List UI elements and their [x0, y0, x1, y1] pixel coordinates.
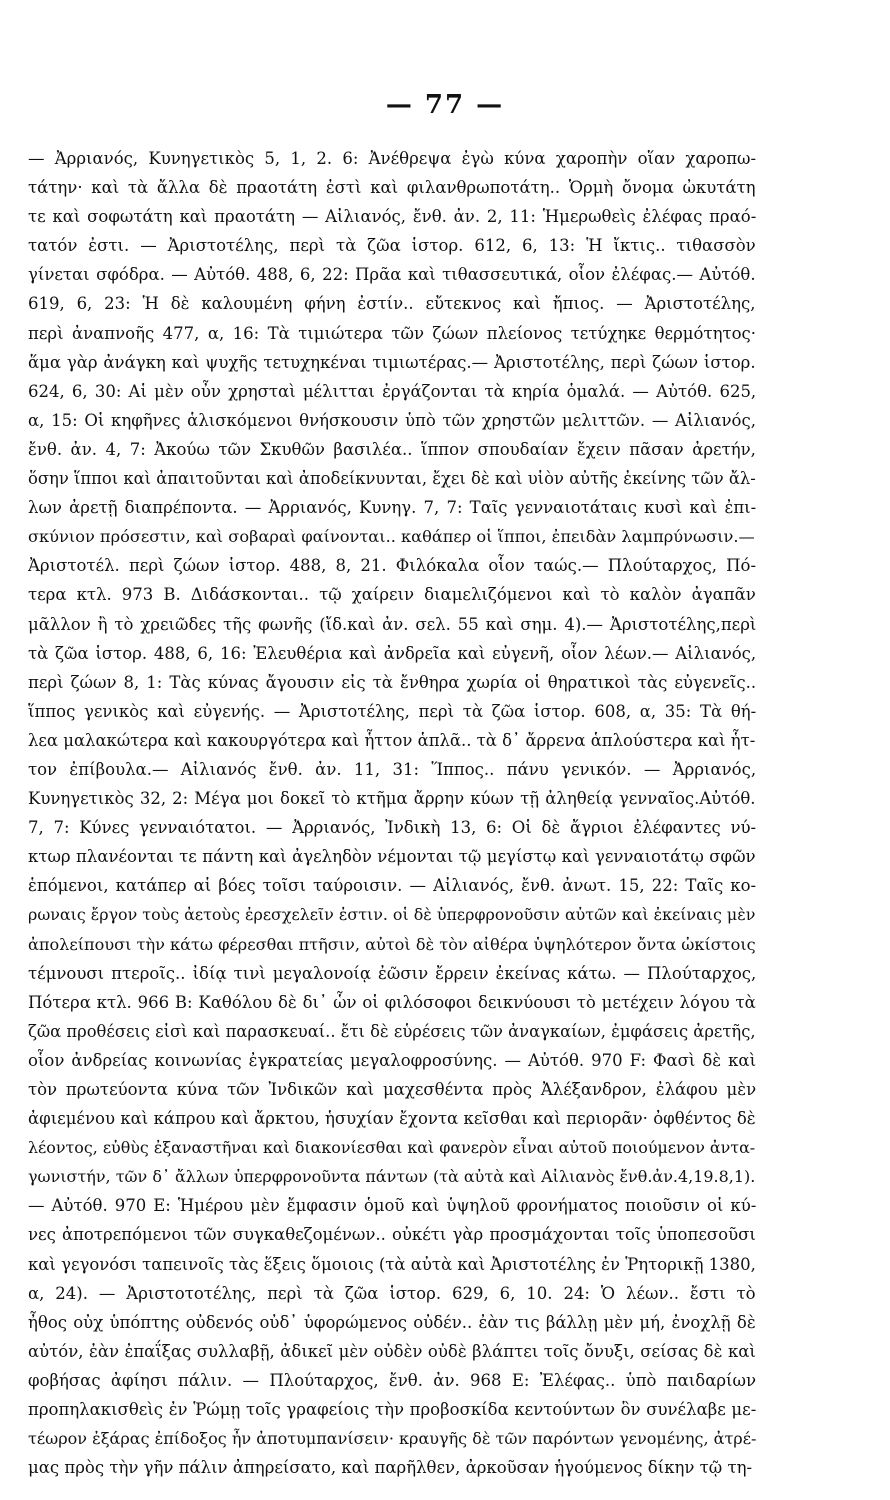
page-number: — 77 — [385, 90, 505, 120]
text-line: 624, 6, 30: Αἱ μὲν οὖν χρησταὶ μέλιτται ἐργάζονται τὰ κηρία ὁμαλά. — Αὐτόθ. 625, [28, 381, 756, 401]
text-line: 619, 6, 23: Ἡ δὲ καλουμένη φήνη ἐστίν.. εὔτεκνος καὶ ἤπιος. — Ἀριστοτέλης, [28, 294, 756, 314]
text-line: περὶ ἀναπνοῆς 477, α, 16: Τὰ τιμιώτερα τῶν ζώων πλείονος τετύχηκε θερμότητος· [28, 323, 756, 343]
text-line: τον ἐπίβουλα.— Αἰλιανός ἔνθ. ἀν. 11, 31: Ἵππος.. πάνυ γενικόν. — Ἀρριανός, [28, 759, 756, 779]
text-line: τάτην· καὶ τὰ ἄλλα δὲ πραοτάτη ἐστὶ καὶ φιλανθρωποτάτη.. Ὁρμὴ ὄνομα ὠκυτάτη [28, 178, 756, 198]
text-line: οἷον ἀνδρείας κοινωνίας ἐγκρατείας μεγαλοφροσύνης. — Αὐτόθ. 970 F: Φασὶ δὲ καὶ [28, 1050, 756, 1070]
text-line: — Ἀρριανός, Κυνηγετικὸς 5, 1, 2. 6: Ἀνέθρεψα ἐγὼ κύνα χαροπὴν οἵαν χαροπω- [28, 149, 756, 168]
text-line: κτωρ πλανέονται τε πάντη καὶ ἀγεληδὸν νέμονται τῷ μεγίστῳ καὶ γενναιοτάτῳ σφῶν [28, 847, 756, 867]
text-line: Πότερα κτλ. 966 Β: Καθόλου δὲ δι᾽ ὧν οἱ φιλόσοφοι δεικνύουσι τὸ μετέχειν λόγου τὰ [28, 992, 756, 1012]
text-line: μᾶλλον ἢ τὸ χρειῶδες τῆς φωνῆς (ἴδ.καὶ ἀν. σελ. 55 καὶ σημ. 4).— Ἀριστοτέλης,περὶ [28, 614, 756, 634]
text-line: ὅσην ἵπποι καὶ ἀπαιτοῦνται καὶ ἀποδείκνυνται, ἔχει δὲ καὶ υἱὸν αὐτῆς ἐκείνης τῶν ἄλ- [28, 469, 756, 489]
text-line: τατόν ἐστι. — Ἀριστοτέλης, περὶ τὰ ζῶα ἱστορ. 612, 6, 13: Ἡ ἴκτις.. τιθασσὸν [28, 236, 756, 256]
text-line: περὶ ζώων 8, 1: Τὰς κύνας ἄγουσιν εἰς τὰ ἔνθηρα χωρία οἱ θηρατικοὶ τὰς εὐγενεῖς.. [28, 672, 756, 692]
text-line: γίνεται σφόδρα. — Αὐτόθ. 488, 6, 22: Πρᾶα καὶ τιθασσευτικά, οἷον ἐλέφας.— Αὐτόθ. [28, 265, 756, 285]
text-line: λων ἀρετῇ διαπρέποντα. — Ἀρριανός, Κυνηγ. 7, 7: Ταῖς γενναιοτάταις κυσὶ καὶ ἐπι- [28, 498, 756, 518]
text-line: γωνιστήν, τῶν δ᾽ ἄλλων ὑπερφρονοῦντα πάντων (τὰ αὐτὰ καὶ Αἰλιανὸς ἔνθ.ἀν.4,19.8,1). [28, 1167, 756, 1187]
body-text [28, 144, 756, 1482]
text-line: αὐτόν, ἐὰν ἐπαΐξας συλλαβῇ, ἀδικεῖ μὲν οὐδὲν οὐδὲ βλάπτει τοῖς ὄνυξι, σείσας δὲ καὶ [28, 1341, 756, 1361]
text-line: φοβήσας ἀφίησι πάλιν. — Πλούταρχος, ἔνθ. ἀν. 968 Ε: Ἐλέφας.. ὑπὸ παιδαρίων [28, 1370, 756, 1390]
text-line: — Αὐτόθ. 970 Ε: Ἡμέρου μὲν ἔμφασιν ὁμοῦ καὶ ὑψηλοῦ φρονήματος ποιοῦσιν οἱ κύ- [28, 1196, 756, 1216]
text-line: τερα κτλ. 973 Β. Διδάσκονται.. τῷ χαίρειν διαμελιζόμενοι καὶ τὸ καλὸν ἀγαπᾶν [28, 585, 756, 605]
text-line: τέμνουσι πτεροῖς.. ἰδίᾳ τινὶ μεγαλονοίᾳ ἐῶσιν ἔρρειν ἐκείνας κάτω. — Πλούταρχος, [28, 963, 756, 983]
text-line: λέοντος, εὐθὺς ἐξαναστῆναι καὶ διακονίεσθαι καὶ φανερὸν εἶναι αὐτοῦ ποιούμενον ἀντα- [28, 1138, 756, 1158]
text-line: ρωναις ἔργον τοὺς ἀετοὺς ἐρεσχελεῖν ἐστιν. οἱ δὲ ὑπερφρονοῦσιν αὐτῶν καὶ ἐκείναις μὲν [28, 905, 756, 925]
text-line: τέωρον ἐξάρας ἐπίδοξος ἦν ἀποτυμπανίσειν· κραυγῆς δὲ τῶν παρόντων γενομένης, ἀτρέ- [28, 1429, 756, 1449]
text-line: α, 15: Οἱ κηφῆνες ἁλισκόμενοι θνήσκουσιν ὑπὸ τῶν χρηστῶν μελιττῶν. — Αἰλιανός, [28, 410, 756, 430]
text-line: ἵππος γενικὸς καὶ εὐγενής. — Ἀριστοτέλης, περὶ τὰ ζῶα ἱστορ. 608, α, 35: Τὰ θή- [28, 701, 756, 721]
text-line: σκύνιον πρόσεστιν, καὶ σοβαραὶ φαίνονται.. καθάπερ οἱ ἵπποι, ἐπειδὰν λαμπρύνωσιν.— [28, 527, 755, 547]
text-line: ἀφιεμένου καὶ κάπρου καὶ ἄρκτου, ἡσυχίαν ἔχοντα κεῖσθαι καὶ περιορᾶν· ὀφθέντος δὲ [28, 1109, 756, 1129]
text-line: ἦθος οὐχ ὑπόπτης οὐδενός οὐδ᾽ ὑφορώμενος οὐδέν.. ἐὰν τις βάλλῃ μὲν μή, ἐνοχλῇ δὲ [28, 1312, 756, 1332]
text-line: λεα μαλακώτερα καὶ κακουργότερα καὶ ἧττον ἁπλᾶ.. τὰ δ᾽ ἄρρενα ἁπλούστερα καὶ ἧτ- [28, 730, 756, 750]
text-line: Κυνηγετικὸς 32, 2: Μέγα μοι δοκεῖ τὸ κτῆμα ἄρρην κύων τῇ ἀληθείᾳ γενναῖος.Αὐτόθ. [28, 789, 756, 809]
text-line: 7, 7: Κύνες γενναιότατοι. — Ἀρριανός, Ἰνδικὴ 13, 6: Οἱ δὲ ἄγριοι ἐλέφαντες νύ- [28, 818, 756, 838]
text-line: νες ἀποτρεπόμενοι τῶν συγκαθεζομένων.. οὐκέτι γὰρ προσμάχονται τοῖς ὑποπεσοῦσι [28, 1225, 756, 1245]
text-line: α, 24). — Ἀριστοτοτέλης, περὶ τὰ ζῶα ἱστορ. 629, 6, 10. 24: Ὁ λέων.. ἔστι τὸ [28, 1283, 756, 1303]
text-line: τε καὶ σοφωτάτη καὶ πραοτάτη — Αἰλιανός, ἔνθ. ἀν. 2, 11: Ἡμερωθεὶς ἐλέφας πραό- [28, 207, 756, 227]
text-line: ἔνθ. ἀν. 4, 7: Ἀκούω τῶν Σκυθῶν βασιλέα.. ἵππον σπουδαίαν ἔχειν πᾶσαν ἀρετήν, [28, 439, 756, 459]
text-line: Ἀριστοτέλ. περὶ ζώων ἱστορ. 488, 8, 21. Φιλόκαλα οἷον ταώς.— Πλούταρχος, Πό- [28, 556, 756, 576]
text-line: μας πρὸς τὴν γῆν πάλιν ἀπηρείσατο, καὶ παρῆλθεν, ἀρκοῦσαν ἡγούμενος δίκην τῷ τη- [28, 1458, 753, 1478]
text-line: ἑπόμενοι, κατάπερ αἱ βόες τοῖσι ταύροισιν. — Αἰλιανός, ἔνθ. ἀνωτ. 15, 22: Ταῖς κο- [28, 876, 756, 896]
text-line: προπηλακισθεὶς ἐν Ῥώμῃ τοῖς γραφείοις τὴν προβοσκίδα κεντούντων ὃν συνέλαβε με- [28, 1400, 756, 1420]
text-line: καὶ γεγονόσι ταπεινοῖς τὰς ἕξεις ὅμοιοις (τὰ αὐτὰ καὶ Ἀριστοτέλης ἐν Ῥητορικῇ 1380, [28, 1254, 756, 1274]
text-line: ἅμα γὰρ ἀνάγκη καὶ ψυχῆς τετυχηκέναι τιμιωτέρας.— Ἀριστοτέλης, περὶ ζώων ἱστορ. [28, 352, 756, 372]
text-line: τὸν πρωτεύοντα κύνα τῶν Ἰνδικῶν καὶ μαχεσθέντα πρὸς Ἀλέξανδρον, ἐλάφου μὲν [28, 1080, 756, 1099]
text-line: ἀπολείπουσι τὴν κάτω φέρεσθαι πτῆσιν, αὐτοὶ δὲ τὸν αἰθέρα ὑψηλότερον ὄντα ὠκίστοις [28, 934, 756, 954]
text-line: ζῶα προθέσεις εἰσὶ καὶ παρασκευαί.. ἔτι δὲ εὑρέσεις τῶν ἀναγκαίων, ἐμφάσεις ἀρετῆς, [28, 1021, 756, 1041]
text-line: τὰ ζῶα ἱστορ. 488, 6, 16: Ἐλευθέρια καὶ ἀνδρεῖα καὶ εὐγενῆ, οἷον λέων.— Αἰλιανός, [28, 643, 756, 663]
